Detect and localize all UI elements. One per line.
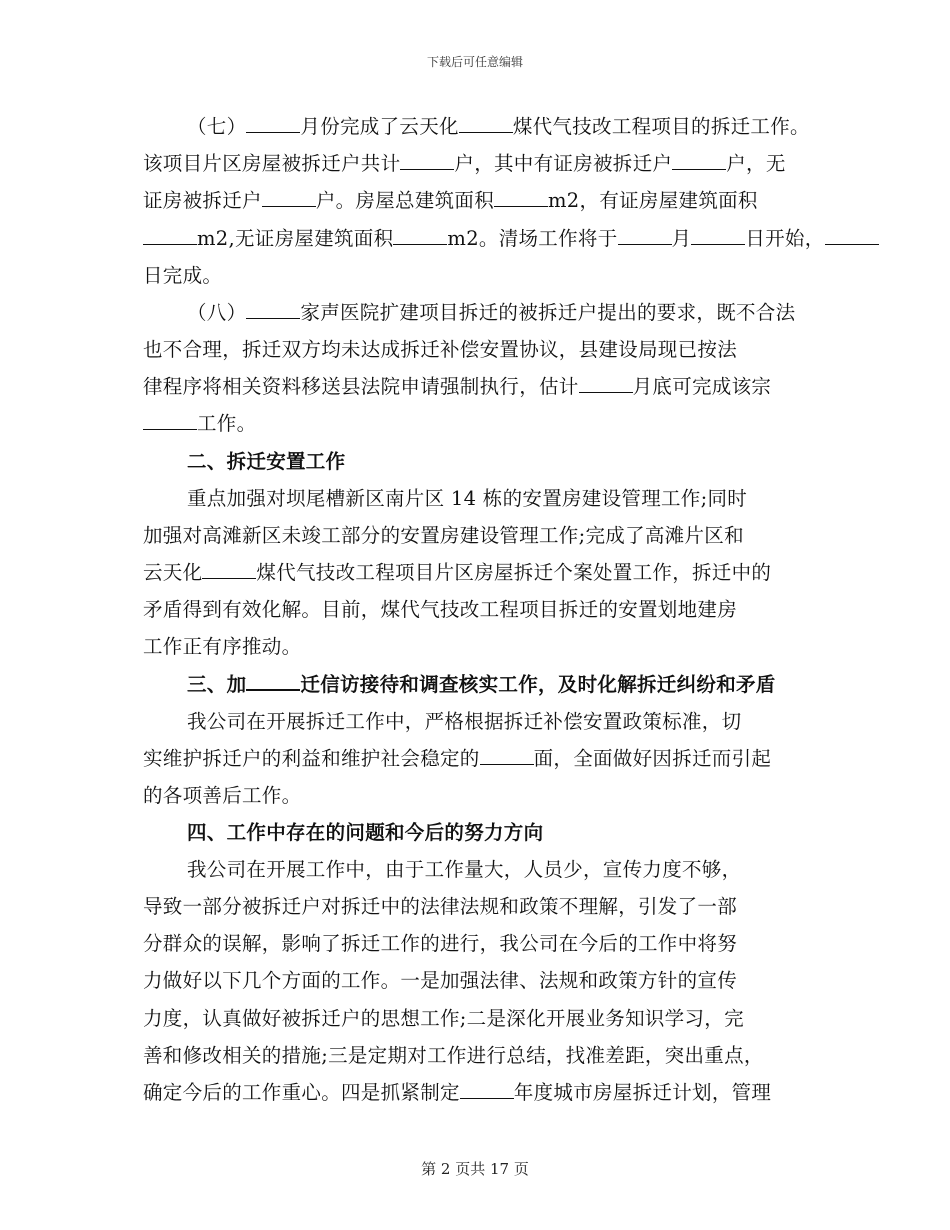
blank-underline	[400, 155, 454, 170]
paragraph-line	[143, 414, 256, 434]
blank-underline	[825, 230, 879, 245]
text-run: 善和修改相关的措施;三是定期对工作进行总结，找准差距，突出重点，	[143, 1044, 764, 1067]
blank-underline	[480, 750, 534, 765]
section-heading	[187, 452, 345, 472]
text-run: 重点加强对坝尾槽新区南片区 14 栋的安置房建设管理工作;同时	[187, 487, 748, 510]
text-run: 我公司在开展拆迁工作中，严格根据拆迁补偿安置政策标准，切	[187, 710, 742, 733]
paragraph-line	[143, 600, 737, 620]
text-run: 迁信访接待和调查核实工作，及时化解拆迁纠纷和矛盾	[300, 673, 776, 696]
text-run: 日开始，	[745, 227, 825, 250]
page-footer: 第 2 页共 17 页	[421, 1160, 529, 1178]
paragraph-line	[143, 637, 301, 657]
blank-underline	[459, 118, 513, 133]
paragraph-line	[187, 860, 741, 880]
text-run: 我公司在开展工作中，由于工作量大，人员少，宣传力度不够，	[187, 858, 742, 881]
paragraph-line	[143, 266, 222, 286]
text-run: 云天化	[143, 561, 203, 584]
blank-underline	[691, 230, 745, 245]
paragraph-line	[187, 117, 810, 137]
paragraph-line	[143, 229, 879, 249]
paragraph-line	[187, 489, 747, 509]
paragraph-line	[143, 971, 737, 991]
paragraph-line	[187, 303, 795, 323]
blank-underline	[246, 675, 300, 691]
text-run: 律程序将相关资料移送县法院申请强制执行，估计	[143, 375, 579, 398]
blank-underline	[202, 564, 256, 579]
text-run: 月底可完成该宗	[632, 375, 772, 398]
blank-underline	[579, 378, 633, 393]
text-run: 实维护拆迁户的利益和维护社会稳定的	[143, 747, 480, 770]
text-run: 力做好以下几个方面的工作。一是加强法律、法规和政策方针的宣传	[143, 969, 738, 992]
paragraph-line	[143, 897, 737, 917]
text-run: 矛盾得到有效化解。目前，煤代气技改工程项目拆迁的安置划地建房	[143, 598, 738, 621]
paragraph-line	[187, 712, 741, 732]
text-run: （八）	[187, 301, 247, 324]
text-run: 力度，认真做好被拆迁户的思想工作;二是深化开展业务知识学习，完	[143, 1007, 744, 1030]
blank-underline	[618, 230, 672, 245]
text-run: 四、工作中存在的问题和今后的努力方向	[187, 821, 544, 844]
paragraph-line	[143, 1009, 744, 1029]
blank-underline	[246, 304, 300, 319]
text-run: 的各项善后工作。	[143, 784, 302, 807]
text-run: 分群众的误解，影响了拆迁工作的进行，我公司在今后的工作中将努	[143, 932, 738, 955]
paragraph-line	[143, 786, 301, 806]
text-run: 面，全面做好因拆迁而引起	[533, 747, 772, 770]
paragraph-line	[143, 154, 786, 174]
text-run: 加强对高滩新区未竣工部分的安置房建设管理工作;完成了高滩片区和	[143, 524, 744, 547]
blank-underline	[246, 118, 300, 133]
text-run: 家声医院扩建项目拆迁的被拆迁户提出的要求，既不合法	[300, 301, 796, 324]
text-run: 三、加	[187, 673, 247, 696]
blank-underline	[494, 192, 548, 207]
paragraph-line	[143, 377, 771, 397]
blank-underline	[143, 415, 197, 430]
paragraph-line	[143, 191, 758, 211]
text-run: 煤代气技改工程项目片区房屋拆迁个案处置工作，拆迁中的	[256, 561, 772, 584]
blank-underline	[262, 192, 316, 207]
paragraph-line	[143, 1083, 771, 1103]
text-run: m2,无证房屋建筑面积	[197, 227, 394, 250]
text-run: m2。清场工作将于	[447, 227, 618, 250]
text-run: 户。房屋总建筑面积	[315, 189, 495, 212]
text-run: 户，其中有证房被拆迁户	[454, 152, 673, 175]
text-run: 日完成。	[143, 264, 223, 287]
section-heading	[187, 823, 543, 843]
paragraph-line	[143, 526, 744, 546]
text-run: （七）	[187, 115, 247, 138]
text-run: 工作正有序推动。	[143, 635, 302, 658]
text-run: 月份完成了云天化	[300, 115, 459, 138]
blank-underline	[143, 230, 197, 245]
paragraph-line	[143, 749, 771, 769]
text-run: 户，无	[726, 152, 786, 175]
text-run: 煤代气技改工程项目的拆迁工作。	[512, 115, 810, 138]
paragraph-line	[143, 1046, 764, 1066]
paragraph-line	[143, 340, 737, 360]
text-run: 月	[671, 227, 692, 250]
paragraph-line	[143, 563, 771, 583]
text-run: 二、拆迁安置工作	[187, 450, 346, 473]
text-run: 该项目片区房屋被拆迁户共计	[143, 152, 401, 175]
blank-underline	[393, 230, 447, 245]
text-run: m2，有证房屋建筑面积	[548, 189, 758, 212]
text-run: 确定今后的工作重心。四是抓紧制定	[143, 1081, 460, 1104]
text-run: 证房被拆迁户	[143, 189, 262, 212]
section-heading	[187, 675, 776, 695]
text-run: 也不合理，拆迁双方均未达成拆迁补偿安置协议，县建设局现已按法	[143, 338, 738, 361]
blank-underline	[672, 155, 726, 170]
blank-underline	[460, 1084, 514, 1099]
paragraph-line	[143, 934, 737, 954]
page-header: 下载后可任意编辑	[426, 55, 523, 69]
text-run: 导致一部分被拆迁户对拆迁中的法律法规和政策不理解，引发了一部	[143, 895, 738, 918]
text-run: 年度城市房屋拆迁计划，管理	[513, 1081, 772, 1104]
text-run: 工作。	[197, 412, 257, 435]
